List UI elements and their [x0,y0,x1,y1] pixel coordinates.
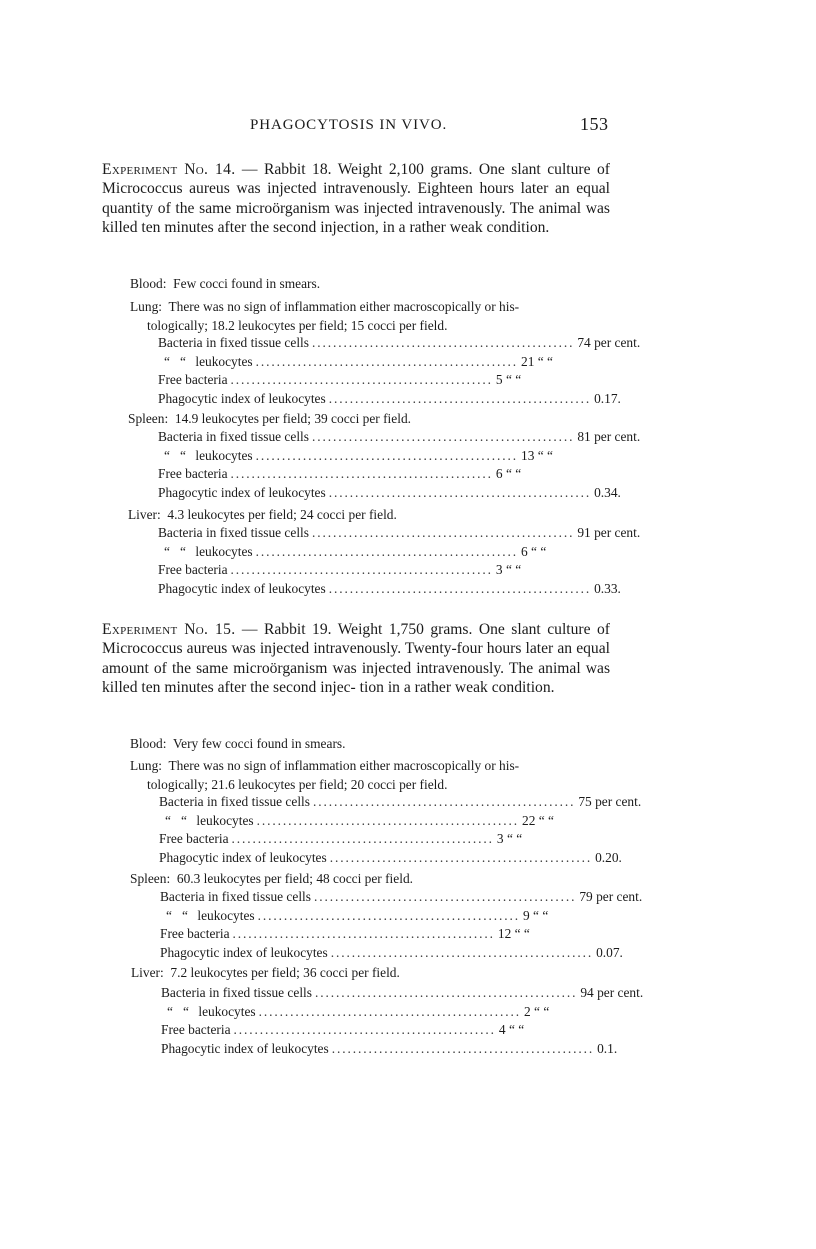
experiment-15-heading: Experiment No. 15. [102,621,236,638]
table-row: Bacteria in fixed tissue cells .................................................. 91 per cent. [158,525,641,540]
table-row: “ “ leukocytes .................................................. 21 “ “ [164,353,553,369]
lung-label: Lung: [130,299,162,314]
table-row: Free bacteria .................................................. 3 “ “ [159,831,523,847]
experiment-14-line-5: injection, in a rather weak condition. [320,218,550,236]
table-row: Phagocytic index of leukocytes .................................................. 0.17. [158,391,621,407]
lung-text-line-1: There was no sign of inflammation either macroscopically or his- [168,758,520,773]
lung-text-line-1: There was no sign of inflammation either macroscopically or his- [168,299,520,314]
exp14-liver-section [128,506,397,525]
table-row: Phagocytic index of leukocytes .................................................. 0.20. [159,850,622,866]
page-number: 153 [580,114,609,134]
exp14-liver-table [158,524,641,599]
experiment-15-line-1: — Rabbit 19. Weight 1,750 grams. One slant [241,621,541,638]
exp15-lung-section [130,757,519,794]
table-row: Phagocytic index of leukocytes .................................................. 0.33. [158,581,621,597]
experiment-15-line-2: culture of Micrococcus aureus was injected intravenously. Twenty-four [102,621,611,658]
spleen-label: Spleen: [128,411,169,426]
experiment-15-paragraph [102,620,610,697]
lung-text-line-2: tologically; 18.2 leukocytes per field; 15 cocci per field. [147,317,448,333]
exp15-blood-section [130,735,345,754]
liver-label: Liver: [131,965,164,980]
exp15-spleen-table [160,888,643,963]
lung-text-line-2: tologically; 21.6 leukocytes per field; 20 cocci per field. [147,776,448,792]
experiment-15-line-4: intravenously. The animal was killed ten minutes after the second injec- [102,659,611,696]
table-row: Free bacteria .................................................. 6 “ “ [158,466,522,482]
table-row: Free bacteria .................................................. 12 “ “ [160,926,530,942]
exp14-blood-section [130,275,320,294]
spleen-text: 60.3 leukocytes per field; 48 cocci per field. [176,871,413,886]
table-row: Bacteria in fixed tissue cells .................................................. 74 per cent. [158,335,641,350]
experiment-14-line-2: culture of Micrococcus aureus was injected intravenously. Eighteen [102,161,611,198]
liver-text: 4.3 leukocytes per field; 24 cocci per field. [167,507,397,522]
table-row: Bacteria in fixed tissue cells .................................................. 75 per cent. [159,794,642,809]
experiment-15-line-5: tion in a rather weak condition. [359,678,555,696]
table-row: Free bacteria .................................................. 5 “ “ [158,372,522,388]
lung-label: Lung: [130,758,162,773]
experiment-14-line-3: hours later an equal quantity of the same microörganism was injected [102,180,610,217]
exp14-lung-section [130,298,519,335]
table-row: Free bacteria .................................................. 4 “ “ [161,1022,525,1038]
experiment-14-line-1: — Rabbit 18. Weight 2,100 grams. One slant [241,161,541,178]
exp14-spleen-section [128,410,411,429]
blood-text: Few cocci found in smears. [173,276,321,291]
table-row: Bacteria in fixed tissue cells .................................................. 79 per cent. [160,889,643,904]
table-row: “ “ leukocytes .................................................. 6 “ “ [164,543,547,559]
exp15-liver-section [131,964,400,983]
experiment-14-heading: Experiment No. 14. [102,161,236,178]
table-row: “ “ leukocytes .................................................. 22 “ “ [165,812,554,828]
table-row: Phagocytic index of leukocytes .................................................. 0.1. [161,1041,618,1057]
table-row: “ “ leukocytes .................................................. 13 “ “ [164,447,553,463]
table-row: “ “ leukocytes .................................................. 9 “ “ [166,907,549,923]
exp14-spleen-table [158,428,641,503]
exp14-lung-table [158,334,641,409]
table-row: Phagocytic index of leukocytes .................................................. 0.34. [158,485,621,501]
liver-label: Liver: [128,507,161,522]
blood-label: Blood: [130,276,167,291]
experiment-15-line-3: hours later an equal amount of the same microörganism was injected [102,640,610,677]
exp15-lung-table [159,793,642,868]
experiment-14-line-4: intravenously. The animal was killed ten minutes after the second [102,199,611,236]
table-row: “ “ leukocytes .................................................. 2 “ “ [167,1003,550,1019]
blood-text: Very few cocci found in smears. [172,736,346,751]
spleen-text: 14.9 leukocytes per field; 39 cocci per field. [174,411,411,426]
liver-text: 7.2 leukocytes per field; 36 cocci per field. [170,965,400,980]
running-title: PHAGOCYTOSIS IN VIVO. [250,117,448,133]
blood-label: Blood: [130,736,167,751]
table-row: Bacteria in fixed tissue cells .................................................. 94 per cent. [161,985,644,1000]
exp15-spleen-section [130,870,413,889]
table-row: Phagocytic index of leukocytes .................................................. 0.07. [160,945,623,961]
table-row: Bacteria in fixed tissue cells .................................................. 81 per cent. [158,429,641,444]
spleen-label: Spleen: [130,871,171,886]
exp15-liver-table [161,984,644,1059]
table-row: Free bacteria .................................................. 3 “ “ [158,562,522,578]
experiment-14-paragraph [102,160,610,237]
